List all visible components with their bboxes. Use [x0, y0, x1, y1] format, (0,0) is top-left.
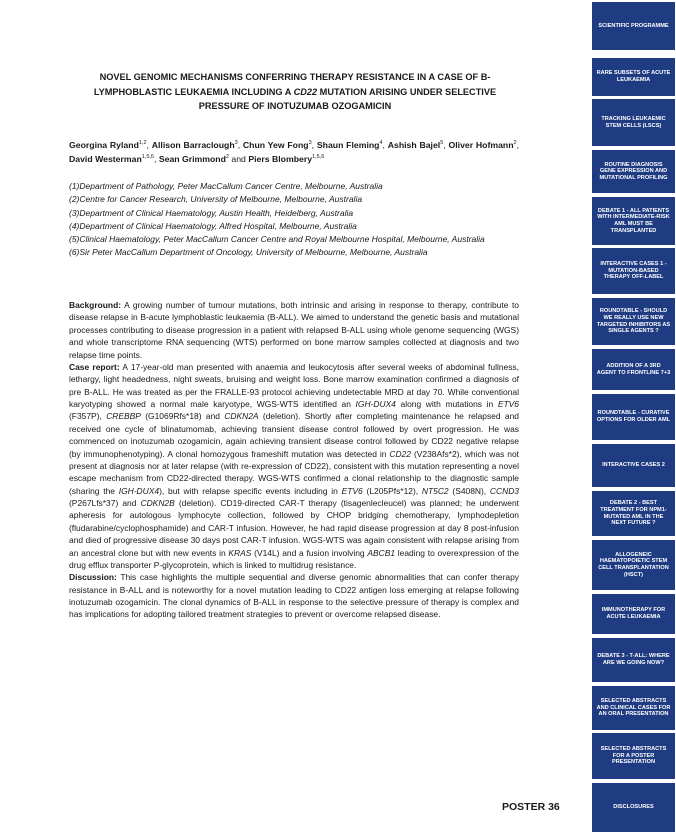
sidebar-item-9[interactable] — [592, 394, 675, 440]
author-separator: , — [382, 140, 388, 150]
case-text: (G1069Rfs*18) and — [140, 411, 225, 422]
case-text: (deletion). CD19-directed CAR-T therapy (tisagenlecleucel) was planned; he underwent apheresis for autologous lymphocyte collection, followed by CHOP bridging chemotherapy, lymphodepletion (fludarabine/cyclophosphamide) and CAR-T infusion. However, he had rapid disease progression at day 8 post-infusion and died of progressive disease 30 days post CAR-T infusion. WGS-WTS was again consistent with relapse arising from an ancestral clone but with new events in — [69, 498, 520, 558]
author-affiliation-sup: 1,2 — [138, 140, 147, 147]
author-name: Chun Yew Fong — [242, 140, 309, 150]
sidebar-item-label: ROUTINE DIAGNOSIS GENE EXPRESSION AND MUTATIONAL PROFILING — [599, 161, 668, 181]
author-affiliation-sup: 3 — [234, 140, 238, 147]
author-affiliation-sup: 1,5,6 — [141, 153, 154, 160]
gene-name: ETV6 — [497, 399, 519, 409]
case-text: leading to overexpression of the drug efflux transporter P-glycoprotein, which is linked to multidrug resistance. — [69, 547, 519, 570]
title-text-1: NOVEL GENOMIC MECHANISMS CONFERRING THERAPY RESISTANCE IN A CASE OF B-LYMPHOBLASTIC LEUKAEMIA INCLUDING A — [93, 72, 491, 97]
sidebar-item-5[interactable] — [592, 197, 675, 245]
sidebar-item-2[interactable] — [592, 58, 675, 96]
affiliation-line: (2)Centre for Cancer Research, University of Melbourne, Melbourne, Australia — [69, 194, 363, 205]
gene-name: NT5C2 — [421, 485, 449, 496]
gene-name: IGH-DUX4 — [118, 485, 160, 496]
sidebar-item-label: DISCLOSURES — [613, 804, 654, 811]
gene-name: ETV6 — [341, 485, 363, 496]
background-label: Background: — [69, 300, 122, 310]
sidebar-item-label: RARE SUBSETS OF ACUTE LEUKAEMIA — [596, 70, 671, 83]
sidebar-item-label: IMMUNOTHERAPY FOR ACUTE LEUKAEMIA — [601, 607, 666, 620]
author-list — [69, 139, 519, 166]
author-affiliation-sup: 5 — [440, 140, 444, 147]
case-text: (V14L) and a fusion involving — [251, 547, 368, 558]
affiliation-line: (4)Department of Clinical Haematology, Alfred Hospital, Melbourne, Australia — [69, 220, 357, 231]
sidebar-item-8[interactable] — [592, 349, 675, 390]
sidebar-item-label: ROUNDTABLE - CURATIVE OPTIONS FOR OLDER AML — [596, 410, 671, 423]
gene-name: ABCB1 — [367, 547, 396, 558]
sidebar-item-1[interactable] — [592, 2, 675, 50]
sidebar-item-label: SELECTED ABSTRACTS FOR A POSTER PRESENTATION — [600, 746, 667, 766]
author-affiliation-sup: 2 — [513, 140, 517, 147]
sidebar-item-label: ADDITION OF A 3RD AGENT TO FRONTLINE 7+3 — [596, 362, 671, 376]
author-name: Sean Grimmond — [158, 153, 226, 164]
author-affiliation-sup: 4 — [379, 140, 383, 147]
sidebar-item-17[interactable] — [592, 783, 675, 832]
sidebar-item-13[interactable] — [592, 594, 675, 634]
author-name: Ashish Bajel — [387, 140, 441, 150]
sidebar-item-label: SCIENTIFIC PROGRAMME — [598, 22, 669, 29]
gene-name: CDKN2B — [140, 498, 175, 508]
case-text: (deletion). Shortly after completing maintenance he relapsed and received one cycle of blinatumomab, achieving transient disease control followed by overt progression. He was commenced on inotuzumab ozogamicin, again achieving transient disease control followed by CD22 negative relapse (by immunophenotyping). A clonal homozygous frameshift mutation was detected in — [69, 411, 519, 459]
discussion-label: Discussion: — [69, 572, 117, 583]
case-text: (L205Pfs*12), — [362, 485, 422, 496]
case-text: along with mutations in — [395, 399, 498, 409]
sidebar-item-15[interactable] — [592, 686, 675, 730]
background-text: A growing number of tumour mutations, both intrinsic and arising in response to therapy, contribute to disease relapse in B-acute lymphoblastic leukaemia (B-ALL). We aimed to understand the genetic basis and mutational processes contributing to disease progression in a patient with relapsed B-ALL using whole genome sequencing (WGS) and whole transcriptome RNA sequencing (WTS) performed on bone marrow samples collected at diagnosis and two relapse time points. — [69, 300, 519, 360]
sidebar-item-label: ROUNDTABLE - SHOULD WE REALLY USE NEW TARGETED INHIBITORS AS SINGLE AGENTS ? — [596, 308, 671, 335]
author-separator: and — [228, 153, 249, 164]
poster-number: POSTER 36 — [502, 801, 560, 813]
sidebar-item-label: TRACKING LEUKAEMIC STEM CELLS (LSCS) — [601, 115, 666, 129]
sidebar-item-label: ALLOGENEIC HAEMATOPOIETIC STEM CELL TRANSPLANTATION (HSCT) — [598, 551, 669, 578]
sidebar-item-14[interactable] — [592, 638, 675, 682]
case-text: ), but with relapse specific events including in — [159, 485, 342, 496]
sidebar-item-7[interactable] — [592, 298, 675, 345]
author-separator: , — [237, 140, 243, 150]
discussion-text: This case highlights the multiple sequential and diverse genomic abnormalities that can confer therapy resistance in B-ALL and is noteworthy for a novel mutation leading to CD22 antigen loss emerging at relapse following inotuzumab ozogamicin. The clonal dynamics of B-ALL in response to the selective pressure of therapy is complex and has implications for adopting tailored treatment strategies to prevent or overcome relapsed disease. — [69, 572, 519, 620]
sidebar-item-3[interactable] — [592, 99, 675, 146]
case-text: (P267Lfs*37) and — [69, 498, 141, 508]
author-separator: , — [443, 140, 449, 150]
affiliation-list — [69, 180, 519, 260]
case-text: (S408N), — [448, 485, 490, 496]
author-separator: , — [153, 153, 159, 164]
sidebar-item-label: SELECTED ABSTRACTS AND CLINICAL CASES FOR AN ORAL PRESENTATION — [596, 698, 671, 718]
affiliation-line: (3)Department of Clinical Haematology, Austin Health, Heidelberg, Australia — [69, 207, 354, 218]
gene-name: CREBBP — [106, 411, 141, 422]
author-name: Georgina Ryland — [69, 140, 139, 150]
author-name: Allison Barraclough — [151, 140, 235, 150]
sidebar-item-label: DEBATE 1 - ALL PATIENTS WITH INTERMEDIATE-RISK AML MUST BE TRANSPLANTED — [597, 207, 670, 234]
author-name: Oliver Hofmann — [448, 140, 514, 150]
title-gene-italic: CD22 — [293, 86, 318, 97]
case-text: (F357P), — [69, 411, 107, 422]
gene-name: CCND3 — [489, 485, 519, 496]
sidebar-item-12[interactable] — [592, 540, 675, 590]
case-text: (V238Afs*2), which was not present at diagnosis nor at later relapse (with re-expression of CD22), consistent with this mutation representing a novel escape mechanism from CD22-directed therapy. WGS-WTS confirmed a clonal relationship to the diagnostic sample (sharing the — [69, 448, 519, 496]
author-name: Piers Blombery — [248, 153, 313, 164]
sidebar-item-16[interactable] — [592, 733, 675, 779]
gene-name: KRAS — [228, 547, 252, 558]
author-affiliation-sup: 2 — [225, 153, 229, 160]
sidebar-item-10[interactable] — [592, 444, 675, 487]
abstract-body — [69, 299, 519, 621]
discussion-paragraph — [69, 571, 519, 621]
sidebar-item-label: INTERACTIVE CASES 1 - MUTATION-BASED THERAPY OFF-LABEL — [600, 261, 667, 281]
case-report-label: Case report: — [69, 361, 120, 372]
author-name: Shaun Fleming — [316, 140, 380, 150]
gene-name: CDKN2A — [224, 411, 259, 422]
sidebar-nav — [591, 0, 676, 832]
sidebar-item-label: DEBATE 3 - T-ALL: WHERE ARE WE GOING NOW? — [597, 653, 670, 666]
case-report-paragraph — [69, 361, 519, 571]
author-name: David Westerman — [69, 153, 142, 164]
author-separator: , — [146, 140, 152, 150]
author-separator: , — [311, 140, 317, 150]
case-text: A 17-year-old man presented with anaemia and leukocytosis after several weeks of abdominal fullness, lethargy, light headedness, night sweats, bruising and weight loss. Bone marrow examination confirmed a diagnosis of pre B-ALL. He was treated as per the FRALLE-93 protocol achieving undetectable MRD at day 70. While conventional karyotyping showed a normal male karyotype, WGS-WTS identified an — [69, 361, 519, 409]
title-text-2: MUTATION ARISING UNDER SELECTIVE PRESSURE OF INOTUZUMAB OZOGAMICIN — [198, 86, 497, 111]
sidebar-item-label: DEBATE 2 - BEST TREATMENT FOR NPM1-MUTATED AML IN THE NEXT FUTURE ? — [600, 500, 667, 527]
author-affiliation-sup: 3 — [308, 140, 312, 147]
affiliation-line: (6)Sir Peter MacCallum Department of Oncology, University of Melbourne, Melbourne, Australia — [69, 247, 428, 258]
sidebar-item-11[interactable] — [592, 491, 675, 536]
background-paragraph — [69, 299, 519, 361]
author-separator: , — [516, 140, 520, 150]
sidebar-item-label: INTERACTIVE CASES 2 — [602, 462, 665, 469]
gene-name: CD22 — [389, 448, 411, 459]
affiliation-line: (5)Clinical Haematology, Peter MacCallum Cancer Centre and Royal Melbourne Hospital, Melbourne, Australia — [69, 234, 485, 245]
abstract-title — [75, 70, 515, 114]
affiliation-line: (1)Department of Pathology, Peter MacCallum Cancer Centre, Melbourne, Australia — [69, 181, 383, 191]
sidebar-item-6[interactable] — [592, 248, 675, 294]
sidebar-item-4[interactable] — [592, 150, 675, 193]
gene-name: IGH-DUX4 — [355, 399, 396, 409]
author-affiliation-sup: 1,5,6 — [312, 153, 325, 160]
